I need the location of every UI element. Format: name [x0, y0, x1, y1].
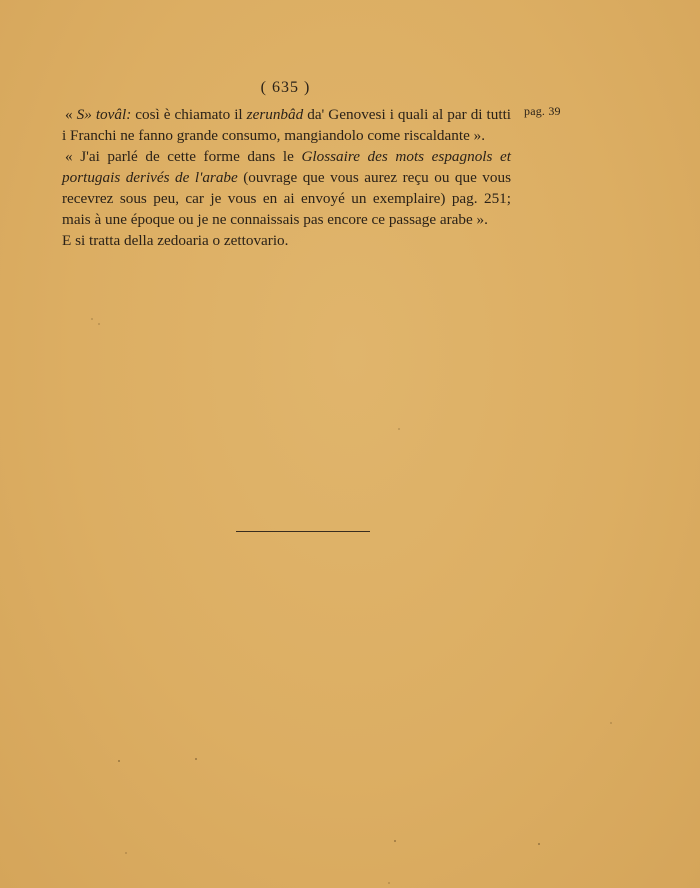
body-text	[62, 104, 511, 251]
paragraph-text: da' Genovesi i quali al par di tutti i Franchi ne fanno grande consumo, mangiandolo come riscaldante ».	[62, 106, 512, 144]
paper-speck	[398, 428, 400, 430]
paragraph-1	[62, 104, 511, 146]
section-divider-rule	[236, 531, 370, 532]
paper-speck	[388, 882, 390, 884]
book-title-italic: Glossaire des mots espagnols et portugais derivés de l'arabe	[62, 148, 511, 186]
paragraph-text: « J'ai parlé de cette forme dans le	[65, 148, 302, 165]
paper-speck	[91, 318, 93, 320]
paper-speck	[394, 840, 396, 842]
paper-speck	[98, 323, 100, 325]
term-italic: zerunbâd	[246, 106, 304, 123]
paragraph-text: E si tratta della zedoaria o zettovario.	[62, 232, 289, 249]
paper-speck	[610, 722, 612, 724]
paper-speck	[125, 852, 127, 854]
quote-open: «	[65, 106, 77, 123]
paragraph-text: (ouvrage que vous aurez reçu ou que vous recevrez sous peu, car je vous en ai envoyé un exemplaire) pag. 251; mais à une époque ou je ne connaissais pas encore ce passage arabe ».	[62, 169, 511, 228]
paragraph-text: così è chiamato il	[131, 106, 247, 123]
paragraph-2	[62, 146, 511, 230]
paragraph-3	[62, 230, 511, 251]
paper-speck	[118, 760, 120, 762]
paper-speck	[538, 843, 540, 845]
paper-speck	[195, 758, 197, 760]
term-italic: S» tovâl:	[76, 106, 132, 123]
margin-page-reference: pag. 39	[524, 104, 561, 118]
page-number: ( 635 )	[260, 79, 311, 96]
